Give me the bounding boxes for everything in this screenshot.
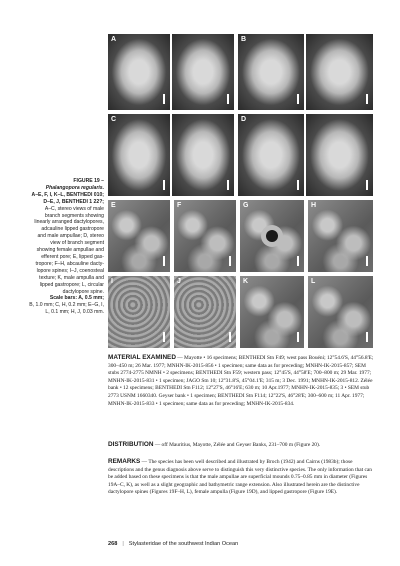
caption-line: lopore spines; I–J, coenosteal [36,267,104,274]
caption-line: and male ampullae; D, stereo [37,233,104,240]
figure-title: FIGURE 19 – [73,178,104,184]
panel-label: I [111,278,113,285]
panel-h [308,200,373,272]
section-heading: MATERIAL EXAMINED [108,354,176,361]
panel-e [108,200,170,272]
panel-label: E [111,202,116,209]
remarks-section [108,458,376,497]
caption-line: view of branch segment [50,240,104,247]
panel-label: D [241,116,247,123]
panel-f [174,200,236,272]
panel-j [174,276,236,348]
caption-line: linearly arranged dactylopores, [34,219,104,226]
figure-plate [108,34,373,348]
running-title: Stylasteridae of the southwest Indian Ocean [128,541,239,547]
caption-line: branch segments showing [44,212,104,219]
page-number: 268 [108,541,118,547]
panel-d [238,114,304,196]
panel-l [308,276,373,348]
section-text: — Mayotte • 16 specimens; BENTHEDI Stn F49; west pass Bouéni; 12°54.6'S, 44°56.8'E; 300–450 m; 26 Mar. 1977; MNHN-IK-2015-856 • 1 specimen; same data as for preceding; MNHN-IK-2015-857; SEM stubs 2774-2775 NMNH • 2 specimens; BENTHEDI Stn F59; western pass; 12°45'S, 44°58'E; 700–800 m; 29 Mar. 1977; MNHN-IK-2015-831 • 1 specimen; JAGO Stn 10; 12°31.8'S, 45°04.1'E; 315 m; 3 Dec. 1991; MNHN-IK-2015-812. Zélée bank • 12 specimens; BENTHEDI Stn F112; 12°27'S, 46°16'E; 630 m; 10 Apr.1977; MNHN-IK-2015-835; 3 • SEM stub 2773 USNM 1660340. Geyser bank • 1 specimen; BENTHEDI Stn F114; 12°22'S, 46°28'E; 300–600 m; 11 Apr. 1977; MNHN-IK-2015-833 • 1 specimen; same data as for preceding; MNHN-IK-2015-834. [108,355,374,407]
caption-line: dactylopore spine. [62,288,104,295]
panel-label: A [111,36,117,43]
panel-c [108,114,170,196]
panel-label: F [177,202,182,209]
panel-label: K [243,278,249,285]
section-text: — off Mauritius, Mayotte, Zélée and Geyser Banks, 231–700 m (Figure 20). [154,442,321,448]
panel-a [108,34,170,110]
dactylopore-spine-image [240,200,304,272]
figure-caption [20,178,104,316]
section-text: — The species has been well described and illustrated by Broch (1942) and Cairns (1983b); those descriptions and the genus diagnosis above serve to distinguish this very distinctive species. The only information that can be added based on these specimens is that the male ampullae are superficial mounds 0.75–0.85 mm in diameter (Figures 19A–C, K), as well as a slight geographic and bathymetric range extension. Also illustrated herein are the distinctive dactylopore spines (Figures 19F–H, L), female ampulla (Figure 19D), and lipped gastropore (Figure 19E). [108,459,372,496]
material-examined-section [108,354,376,408]
panel-label: C [111,116,117,123]
section-heading: DISTRIBUTION [108,441,154,448]
section-heading: REMARKS [108,458,141,465]
panel-c-stereo [172,114,234,196]
caption-line: lipped gastropore; L, circular [39,281,104,288]
caption-line: B, 1.0 mm; C, H, 0.2 mm; E–G, I, [29,302,104,309]
panel-b-stereo [306,34,373,110]
distribution-section [108,441,376,450]
caption-line: tropore; F–H, abcauline dacty- [35,260,104,267]
panel-b [238,34,304,110]
panel-label: H [311,202,317,209]
caption-line: showing female ampullae and [36,247,104,254]
panel-g [240,200,304,272]
panel-k [240,276,304,348]
caption-line: A–C, stereo views of male [44,205,104,212]
caption-line: Phalangopora regularis. [45,184,104,191]
caption-line: Scale bars: A, 0.5 mm; [49,295,104,302]
panel-d-stereo [306,114,373,196]
footer-separator: | [122,541,124,547]
panel-a-stereo [172,34,234,110]
caption-line: L, 0.1 mm; H, J, 0.03 mm. [45,309,104,316]
panel-label: J [177,278,181,285]
panel-label: B [241,36,247,43]
caption-line: adcauline lipped gastropore [41,226,104,233]
caption-line: texture; K, male ampulla and [39,274,104,281]
caption-line: A–E, F, I, K–L, BENTHEDI 010; [31,191,104,198]
panel-label: L [311,278,316,285]
panel-i [108,276,170,348]
page-footer [108,541,368,547]
caption-line: efferent pore; E, lipped gas- [41,253,104,260]
caption-line: D–E, J, BENTHEDI 1 22?; [43,198,104,205]
panel-label: G [243,202,249,209]
